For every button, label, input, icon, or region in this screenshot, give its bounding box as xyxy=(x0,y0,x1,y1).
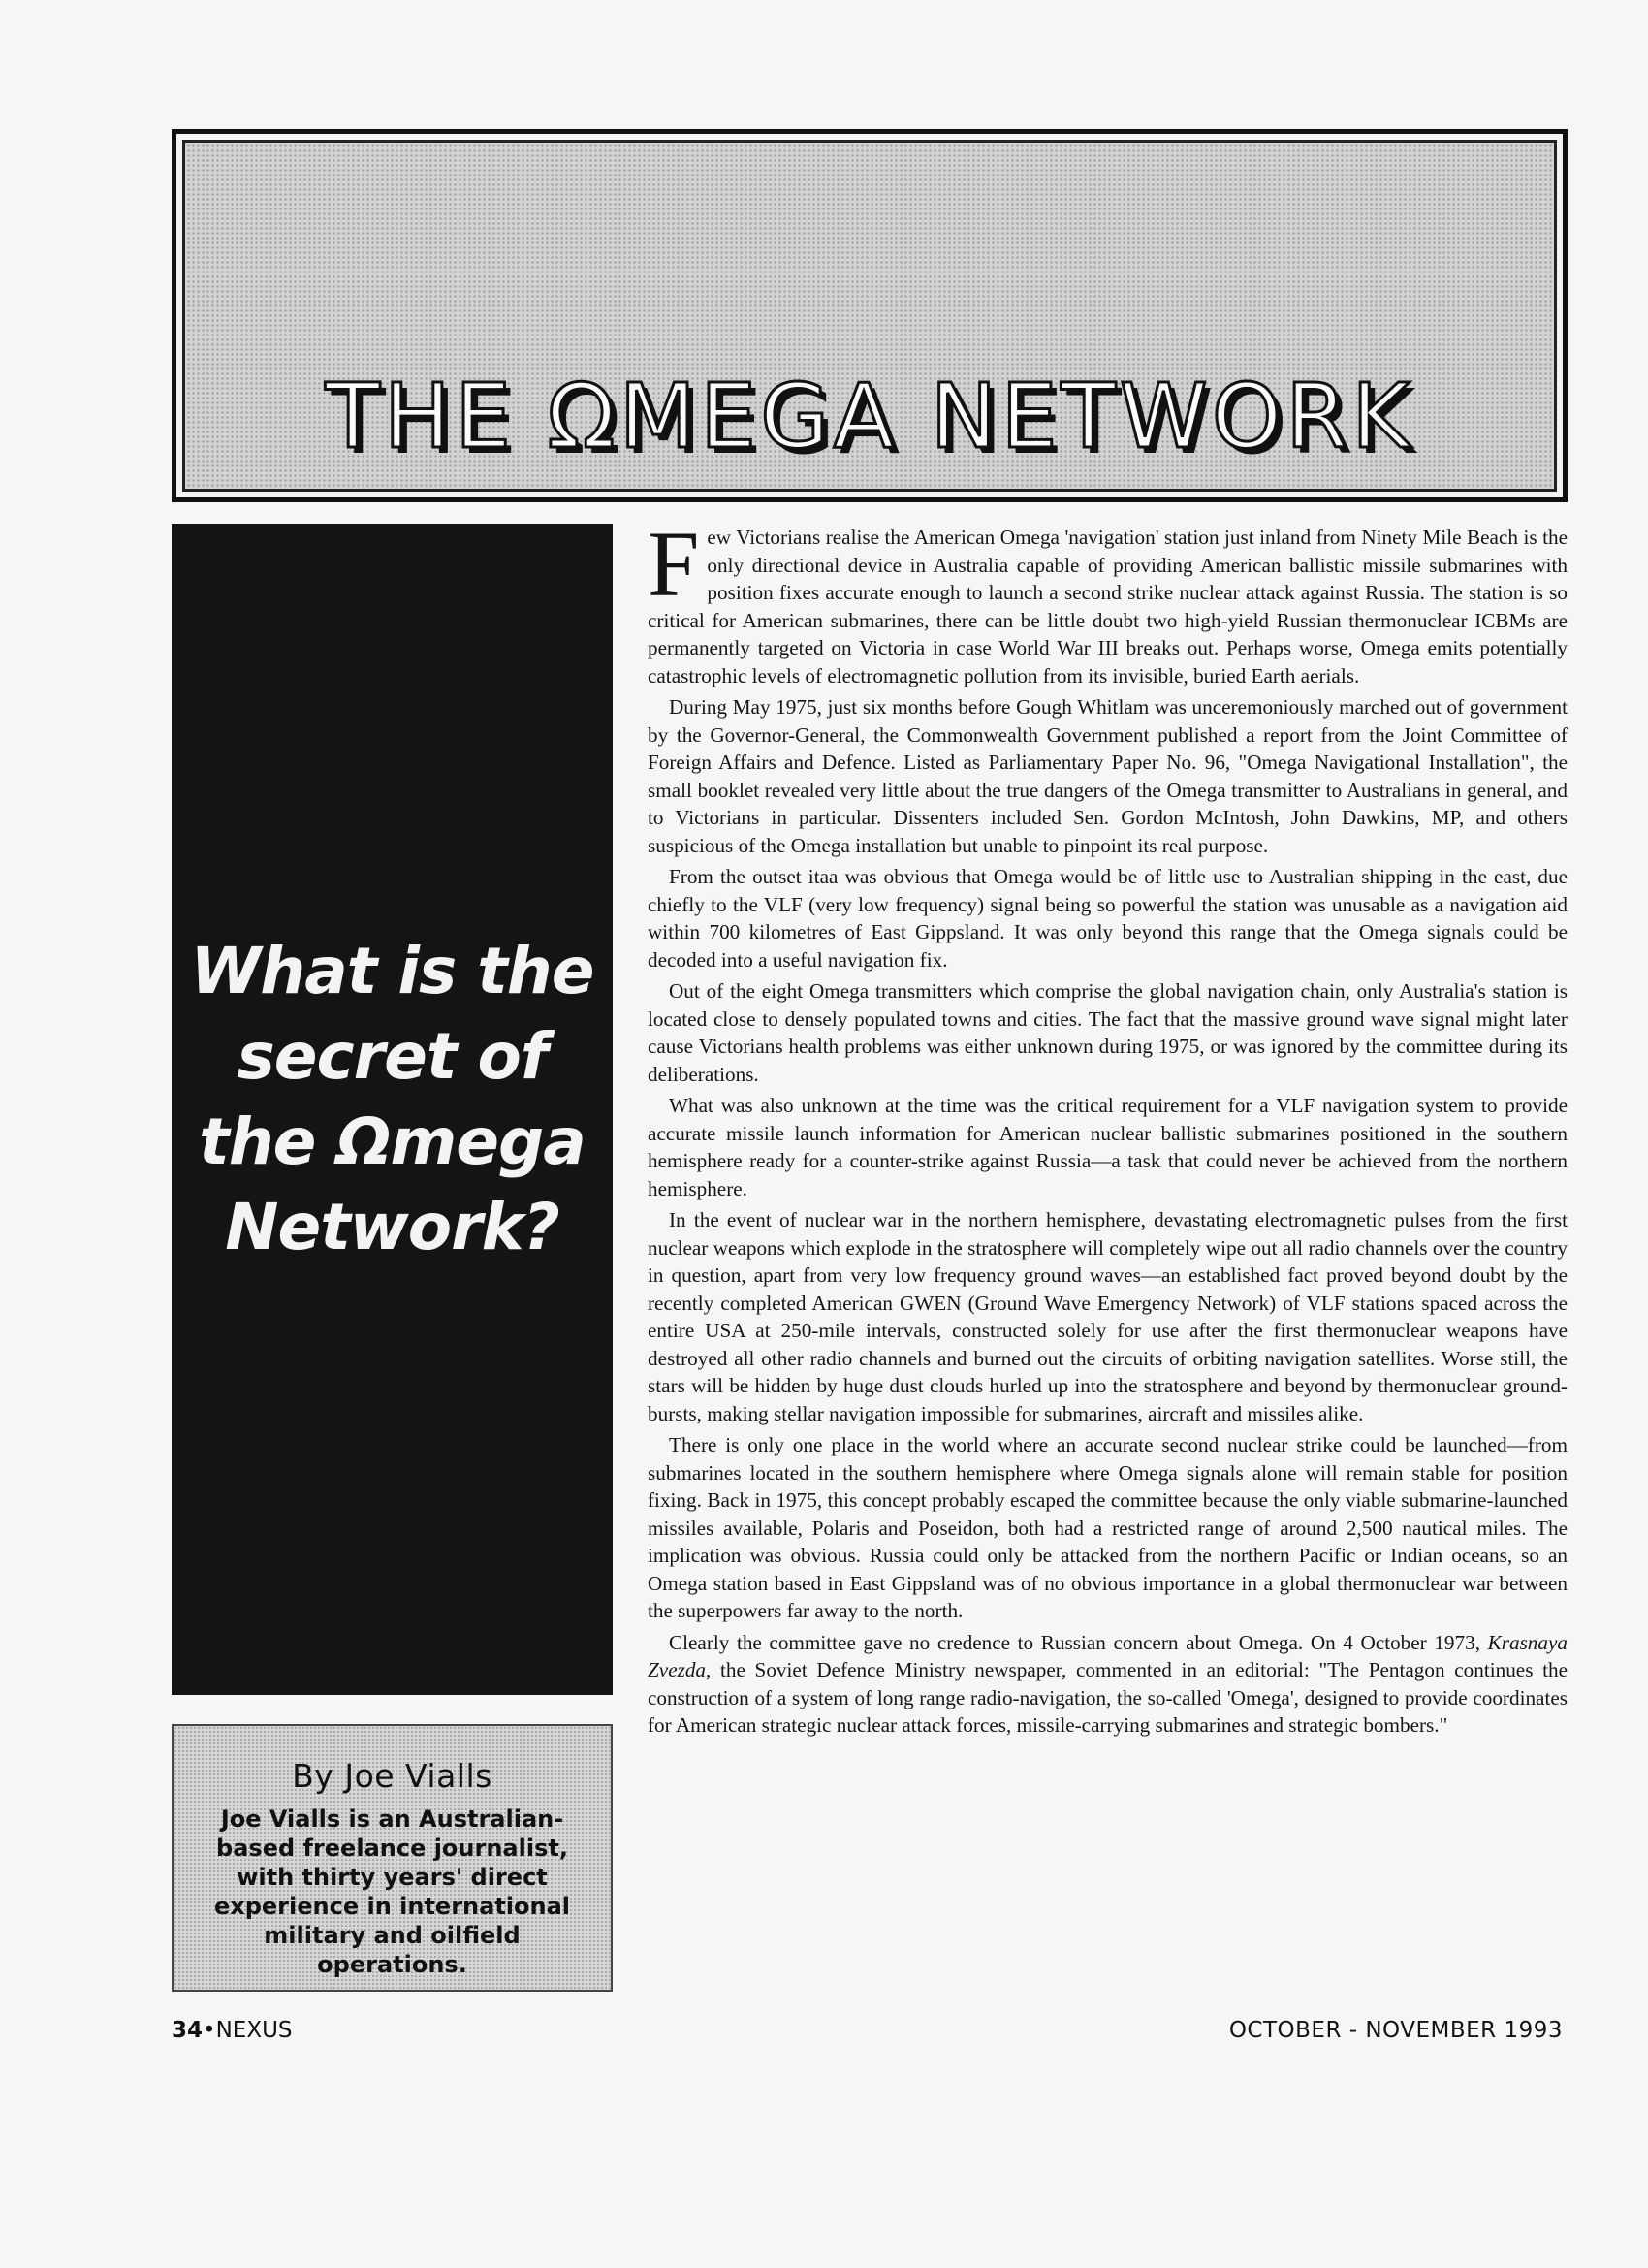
pull-quote-line: What is the xyxy=(190,934,594,1008)
author-box xyxy=(172,1724,613,1992)
article-paragraph: From the outset itaa was obvious that Omega would be of little use to Australian shipping in the east, due chiefly to the VLF (very low frequency) signal being so powerful the station was unusable as a navigation aid within 700 kilometres of East Gippsland. It was only beyond this range that the Omega signals could be decoded into a useful navigation fix. xyxy=(648,865,1568,972)
pull-quote-panel xyxy=(172,524,613,1695)
publication-name: NEXUS xyxy=(215,2018,293,2043)
author-bio: Joe Vialls is an Australian-based freelance journalist, with thirty years' direct experience in international military and oilfield operations. xyxy=(213,1805,571,1978)
lead-text: ew Victorians realise the American Omega 'navigation' station just inland from Ninety Mile Beach is the only directional device in Australia capable of providing American ballistic missile submarines with position fixes accurate enough to launch a second strike nuclear attack against Russia. The station is so critical for American submarines, there can be little doubt two high-yield Russian thermonuclear ICBMs are permanently targeted on Victoria in case World War III breaks out. Perhaps worse, Omega emits potentially catastrophic levels of electromagnetic pollution from its invisible, buried Earth aerials. xyxy=(648,526,1568,687)
article-paragraph: Out of the eight Omega transmitters which comprise the global navigation chain, only Australia's station is located close to densely populated towns and cities. The fact that the massive ground wave signal might later cause Victorians health problems was either unknown during 1975, or was ignored by the committee during its deliberations. xyxy=(648,979,1568,1086)
bullet-separator: • xyxy=(203,2018,216,2043)
article-paragraph: What was also unknown at the time was the critical requirement for a VLF navigation system to provide accurate missile launch information for American nuclear ballistic submarines positioned in the southern hemisphere ready for a counter-strike against Russia—a task that could never be achieved from the northern hemisphere. xyxy=(648,1094,1568,1200)
article-paragraph: During May 1975, just six months before Gough Whitlam was unceremoniously marched out of government by the Governor-General, the Commonwealth Government published a report from the Joint Committee of Foreign Affairs and Defence. Listed as Parliamentary Paper No. 96, "Omega Navigational Installation", the small booklet revealed very little about the true dangers of the Omega transmitter to Australians in general, and to Victorians in particular. Dissenters included Sen. Gordon McIntosh, John Dawkins, MP, and others suspicious of the Omega installation but unable to pinpoint its real purpose. xyxy=(648,695,1568,857)
pull-quote-line: secret of xyxy=(237,1019,548,1094)
text-run: Clearly the committee gave no credence to Russian concern about Omega. On 4 October 1973, xyxy=(669,1630,1488,1654)
article-paragraph xyxy=(648,512,1568,689)
author-byline: By Joe Vialls xyxy=(292,1757,492,1795)
article-paragraph: There is only one place in the world where an accurate second nuclear strike could be launched—from submarines located in the southern hemisphere where Omega signals alone will remain stable for position fixing. Back in 1975, this concept probably escaped the committee because the only viable submarine-launched missiles available, Polaris and Poseidon, both had a restricted range of around 2,500 nautical miles. The implication was obvious. Russia could only be attacked from the northern Pacific or Indian oceans, so an Omega station based in East Gippsland was of no obvious importance in a global thermonuclear war between the superpowers far away to the north. xyxy=(648,1433,1568,1622)
page-number: 34 xyxy=(172,2018,204,2043)
newspaper-name: Krasnaya Zvezda xyxy=(648,1630,1568,1681)
pull-quote xyxy=(172,929,613,1270)
article-body xyxy=(648,512,1568,1743)
drop-cap: F xyxy=(648,512,700,616)
pull-quote-line: the Ωmega xyxy=(199,1104,586,1179)
text-run: , the Soviet Defence Ministry newspaper, commented in an editorial: "The Pentagon continues the construction of a system of long range radio-navigation, the so-called 'Omega', designed to provide coordinates for American strategic nuclear attack forces, missile-carrying submarines and strategic bombers." xyxy=(648,1658,1568,1737)
article-title: THE ΩMEGA NETWORK xyxy=(325,365,1414,468)
article-paragraph: In the event of nuclear war in the northern hemisphere, devastating electromagnetic pulses from the first nuclear weapons which explode in the stratosphere will completely wipe out all radio channels over the country in question, apart from very low frequency ground waves—an established fact proved beyond doubt by the recently completed American GWEN (Ground Wave Emergency Network) of VLF stations spaced across the entire USA at 250-mile intervals, constructed solely for use after the first thermonuclear weapons have destroyed all other radio channels and burned out the circuits of orbiting navigation satellites. Worse still, the stars will be hidden by huge dust clouds hurled up into the stratosphere and beyond by thermonuclear ground-bursts, making stellar navigation impossible for submarines, aircraft and missiles alike. xyxy=(648,1208,1568,1425)
pull-quote-line: Network? xyxy=(225,1190,559,1264)
title-banner xyxy=(172,129,1568,502)
page-folio xyxy=(172,2018,293,2043)
issue-date: OCTOBER - NOVEMBER 1993 xyxy=(1228,2018,1563,2043)
article-paragraph xyxy=(648,1629,1568,1740)
